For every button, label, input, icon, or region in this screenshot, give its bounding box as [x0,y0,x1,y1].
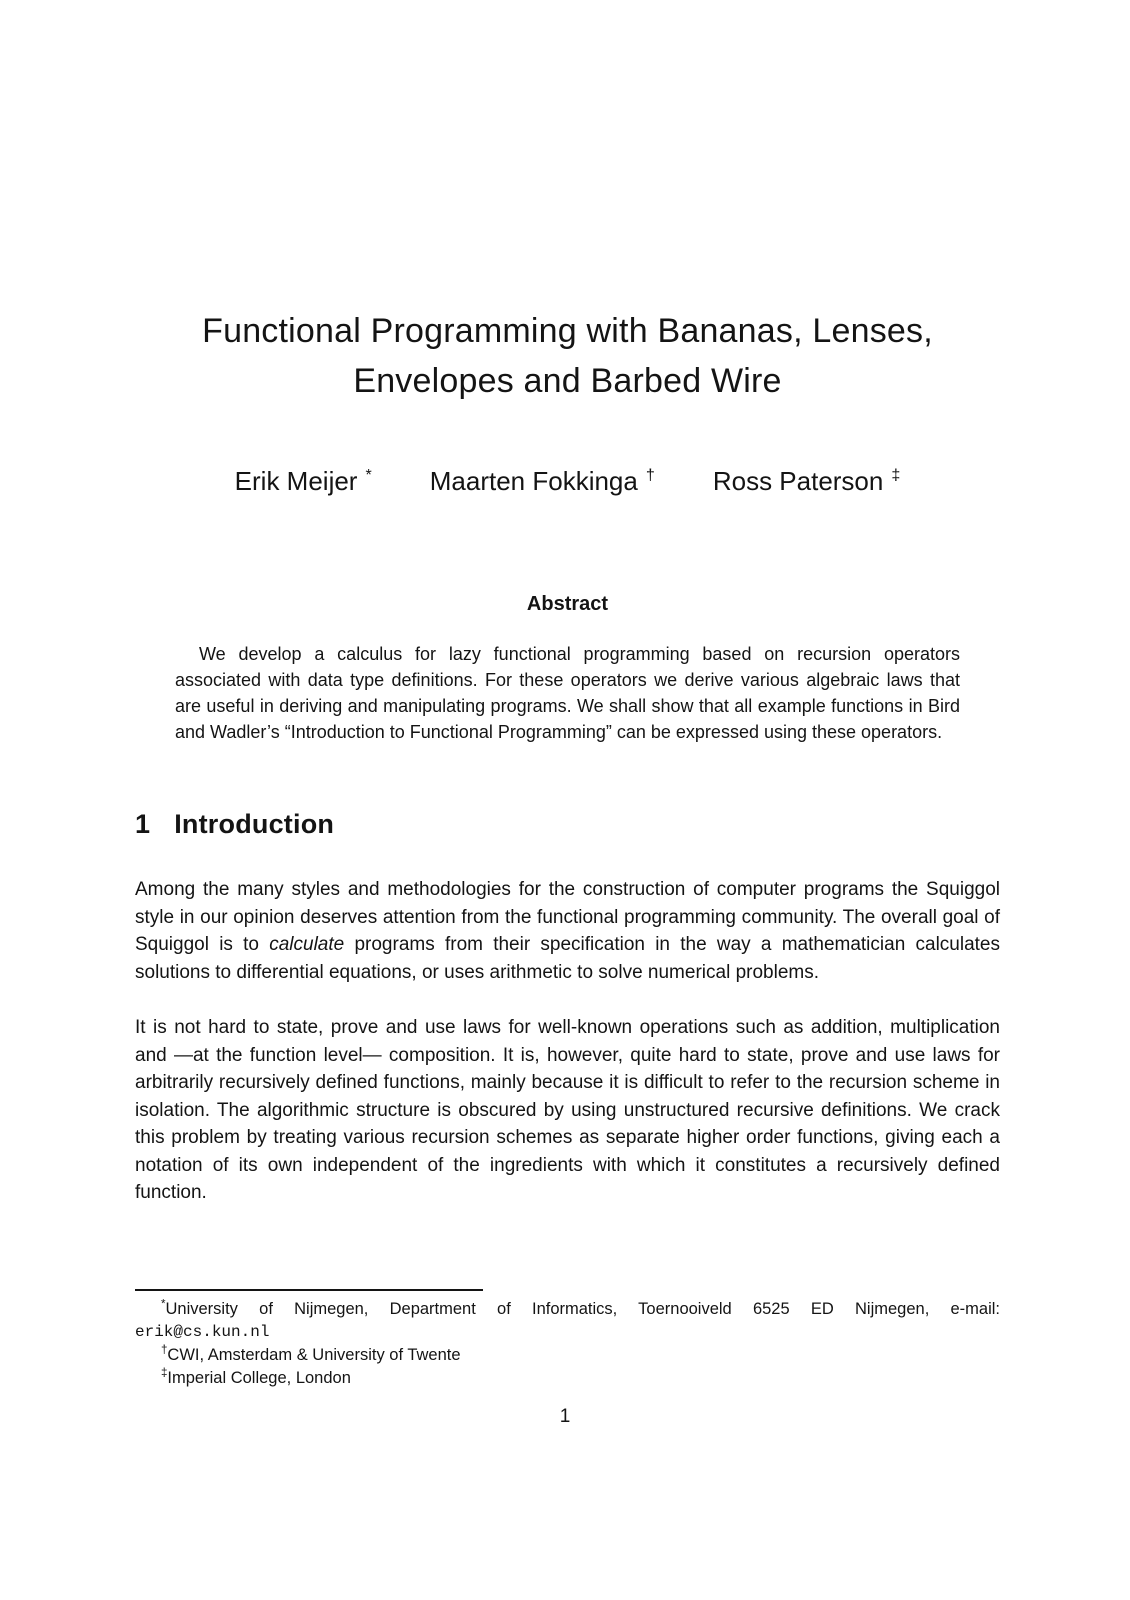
footnote-marker: ‡ [161,1367,168,1380]
footnote-rule [135,1289,483,1291]
author-footnote-marker: * [365,466,372,485]
footnote-email: erik@cs.kun.nl [135,1323,270,1341]
paper-content [135,0,1000,1207]
paragraph-1 [135,876,1000,986]
section-heading-introduction [135,809,1000,840]
title-line-1: Functional Programming with Bananas, Lenses, [202,312,933,350]
footnote-3 [135,1367,1000,1390]
author-footnote-marker: † [645,466,655,485]
author-erik-meijer [235,466,372,497]
author-footnote-marker: ‡ [891,466,901,485]
author-name: Maarten Fokkinga [429,466,638,496]
footnote-marker: * [161,1298,166,1311]
title-line-2: Envelopes and Barbed Wire [353,362,782,400]
author-name: Ross Paterson [712,466,884,496]
paragraph-1-text: Among the many styles and methodologies for the construction of computer programs the Squiggol style in our opinion deserves attention from the functional programming community. The overall goal of Squiggol is to [135,879,1000,955]
paragraph-1-text-cont: programs from their specification in the way a mathematician calculates solutions to differential equations, or uses arithmetic to solve numerical problems. [135,934,1000,983]
footnote-marker: † [161,1344,168,1357]
abstract-section [135,593,1000,745]
section-number: 1 [135,809,151,839]
abstract-heading: Abstract [526,593,609,615]
footnote-2 [135,1344,1000,1367]
emphasis-calculate: calculate [269,934,345,955]
author-ross-paterson [713,466,901,497]
footnote-1-line-1 [135,1298,1000,1321]
abstract-text: We develop a calculus for lazy functional programming based on recursion operators associated with data type definitions. For these operators we derive various algebraic laws that are useful in deriving and manipulating programs. We shall show that all example functions in Bird and Wadler’s “Introduction to Functional Programming” can be expressed using these operators. [175,644,960,742]
paper-title [135,0,1000,406]
author-list [135,466,1000,497]
footnote-1-text: University of Nijmegen, Department of Informatics, Toernooiveld 6525 ED Nijmegen, e-mail: [165,1300,1000,1318]
section-title: Introduction [174,809,335,839]
author-maarten-fokkinga [430,466,655,497]
footnote-1 [135,1298,1000,1344]
author-name: Erik Meijer [234,466,358,496]
footnotes [135,1298,1000,1390]
page-number: 1 [559,1406,571,1427]
paragraph-2: It is not hard to state, prove and use laws for well-known operations such as addition, multiplication and —at the function level— composition. It is, however, quite hard to state, prove and use laws for arbitrarily recursively defined functions, mainly because it is difficult to refer to the recursion scheme in isolation. The algorithmic structure is obscured by using unstructured recursive definitions. We crack this problem by treating various recursion schemes as separate higher order functions, giving each a notation of its own independent of the ingredients with which it constitutes a recursively defined function. [135,1017,1000,1203]
footnote-2-text: CWI, Amsterdam & University of Twente [167,1346,461,1364]
footnote-3-text: Imperial College, London [167,1369,351,1387]
footnote-area [135,1289,1000,1390]
